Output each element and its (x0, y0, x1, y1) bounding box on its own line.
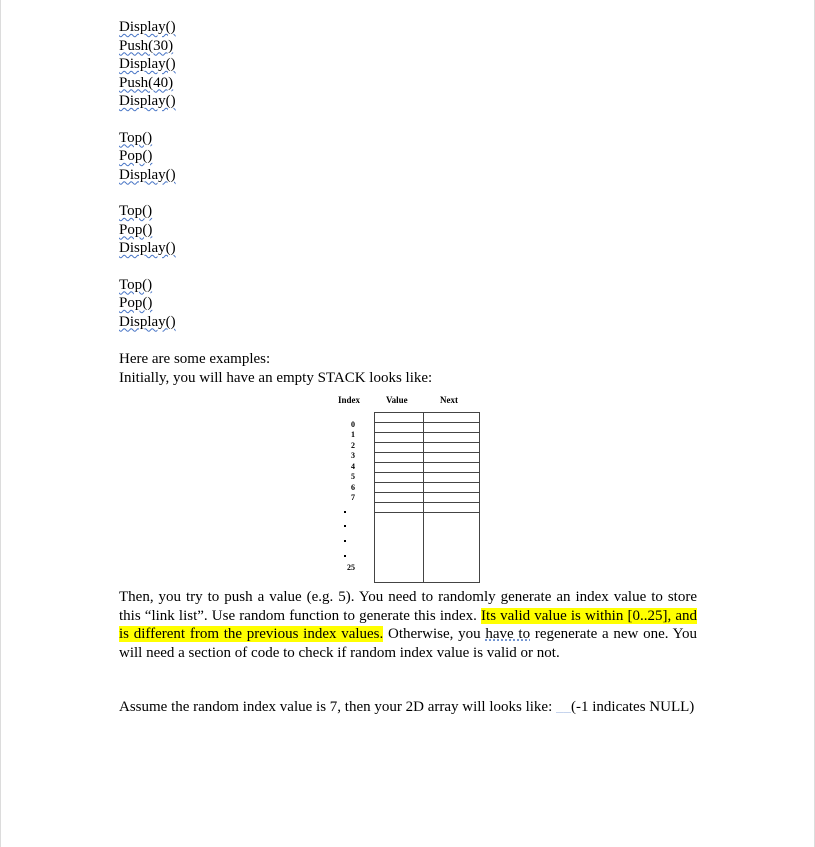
intro-line-1: Here are some examples: (119, 351, 271, 367)
para-text: regenerate a new one. You will need a section of code to check if random index value is valid or not. (119, 626, 698, 661)
command-line: Display() (119, 93, 176, 109)
blank-underline: __ (556, 699, 571, 715)
command-line: Display() (119, 56, 176, 72)
index-label: 3 (351, 451, 355, 460)
command-line: Top() (119, 129, 153, 146)
command-group-1 (119, 18, 697, 111)
command-line: Display() (119, 313, 176, 330)
index-label: 2 (351, 441, 355, 450)
ellipsis-dot (344, 525, 346, 527)
command-line: Pop() (119, 221, 153, 238)
para-text: Then, you try to push a value (e.g. 5). You need to randomly generate an index value to store this “link list”. Use random function to generate this index. (119, 589, 697, 624)
command-group-4 (119, 276, 697, 332)
index-label: 4 (351, 462, 355, 471)
flagged-text: have to (485, 626, 531, 643)
instruction-paragraph (119, 588, 697, 662)
command-group-3 (119, 202, 697, 258)
next-cell-remaining (423, 512, 480, 583)
command-line: Top() (119, 203, 153, 219)
value-cell-remaining (374, 512, 424, 583)
page-edge-left (0, 0, 1, 847)
stack-array-figure (333, 395, 483, 587)
command-line: Push(40) (119, 74, 174, 91)
ellipsis-dot (344, 511, 346, 513)
para-text: (-1 indicates NULL) (571, 699, 695, 715)
header-next: Next (440, 395, 458, 405)
ellipsis-dot (344, 540, 346, 542)
index-label: 6 (351, 483, 355, 492)
document-body (119, 18, 697, 387)
index-label-last: 25 (347, 563, 355, 572)
assumption-paragraph (119, 698, 697, 717)
para-text: Otherwise, you (383, 626, 486, 643)
command-line: Top() (119, 276, 153, 293)
para-text: Assume the random index value is 7, then your 2D array will looks like: (119, 699, 556, 715)
index-label: 0 (351, 420, 355, 429)
index-label: 5 (351, 472, 355, 481)
command-line: Display() (119, 19, 176, 35)
intro-text (119, 350, 697, 387)
command-line: Push(30) (119, 37, 174, 54)
intro-line-2: Initially, you will have an empty STACK looks like: (119, 369, 433, 386)
command-line: Display() (119, 166, 176, 183)
command-line: Pop() (119, 148, 153, 164)
ellipsis-dot (344, 555, 346, 557)
command-line: Display() (119, 240, 176, 256)
header-value: Value (386, 395, 408, 405)
header-index: Index (338, 395, 361, 405)
index-label: 1 (351, 430, 355, 439)
command-line: Pop() (119, 295, 153, 311)
highlighted-text: Its valid value is within [0..25], and is different from the previous index values. (119, 607, 698, 643)
index-label: 7 (351, 493, 355, 502)
command-group-2 (119, 129, 697, 185)
